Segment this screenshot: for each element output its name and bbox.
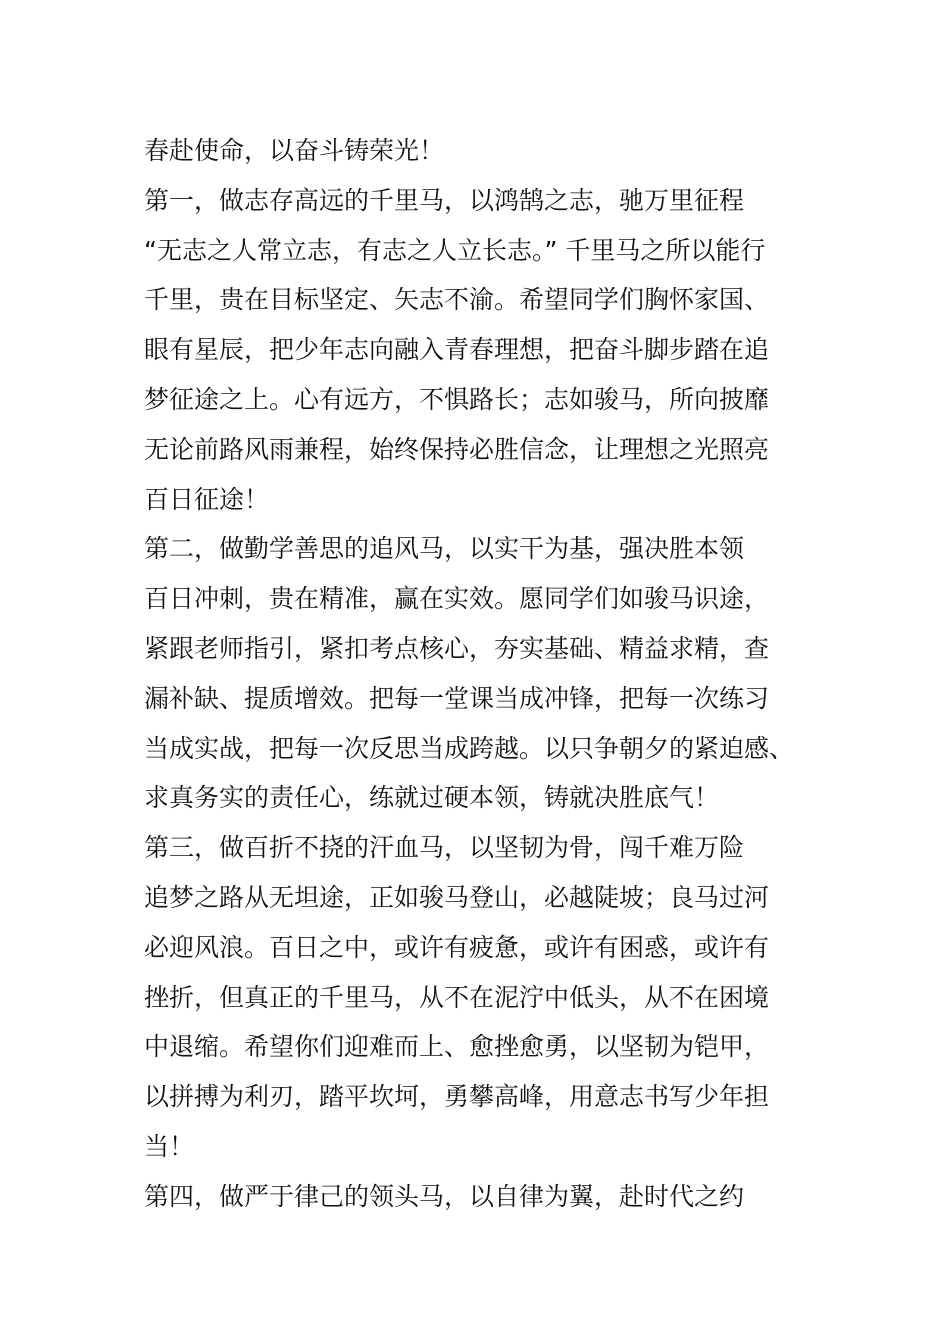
text-line: 梦征途之上。心有远方，不惧路长；志如骏马，所向披靡 xyxy=(144,384,770,414)
text-line: “无志之人常立志，有志之人立长志。” 千里马之所以能行 xyxy=(144,235,766,265)
text-line: 必迎风浪。百日之中，或许有疲惫，或许有困惑，或许有 xyxy=(144,932,770,962)
text-line: 挫折，但真正的千里马，从不在泥泞中低头，从不在困境 xyxy=(144,982,770,1012)
text-line: 求真务实的责任心，练就过硬本领，铸就决胜底气！ xyxy=(144,783,720,813)
text-line: 当！ xyxy=(144,1131,195,1161)
text-line: 无论前路风雨兼程，始终保持必胜信念，让理想之光照亮 xyxy=(144,434,770,464)
text-line: 百日冲刺，贵在精准，赢在实效。愿同学们如骏马识途， xyxy=(144,584,770,614)
text-line: 千里，贵在目标坚定、矢志不渝。希望同学们胸怀家国、 xyxy=(144,285,770,315)
text-line: 漏补缺、提质增效。把每一堂课当成冲锋，把每一次练习 xyxy=(144,683,770,713)
text-line: 春赴使命，以奋斗铸荣光！ xyxy=(144,136,445,165)
section-heading-3: 第三，做百折不挠的汗血马，以坚韧为骨，闯千难万险 xyxy=(144,833,745,863)
document-body xyxy=(144,126,834,1222)
section-heading-4: 第四，做严于律己的领头马，以自律为翼，赴时代之约 xyxy=(144,1181,745,1211)
text-line: 追梦之路从无坦途，正如骏马登山，必越陡坡；良马过河 xyxy=(144,882,770,912)
text-line: 百日征途！ xyxy=(144,484,270,514)
section-heading-1: 第一，做志存高远的千里马，以鸿鹄之志，驰万里征程 xyxy=(144,185,745,215)
text-line: 眼有星辰，把少年志向融入青春理想，把奋斗脚步踏在追 xyxy=(144,335,770,365)
section-heading-2: 第二，做勤学善思的追风马，以实干为基，强决胜本领 xyxy=(144,534,745,564)
text-line: 以拼搏为利刃，踏平坎坷，勇攀高峰，用意志书写少年担 xyxy=(144,1082,770,1112)
text-line: 中退缩。希望你们迎难而上、愈挫愈勇，以坚韧为铠甲， xyxy=(144,1032,770,1062)
text-line: 紧跟老师指引，紧扣考点核心，夯实基础、精益求精，查 xyxy=(144,633,770,663)
text-line: 当成实战，把每一次反思当成跨越。以只争朝夕的紧迫感、 xyxy=(144,733,795,763)
